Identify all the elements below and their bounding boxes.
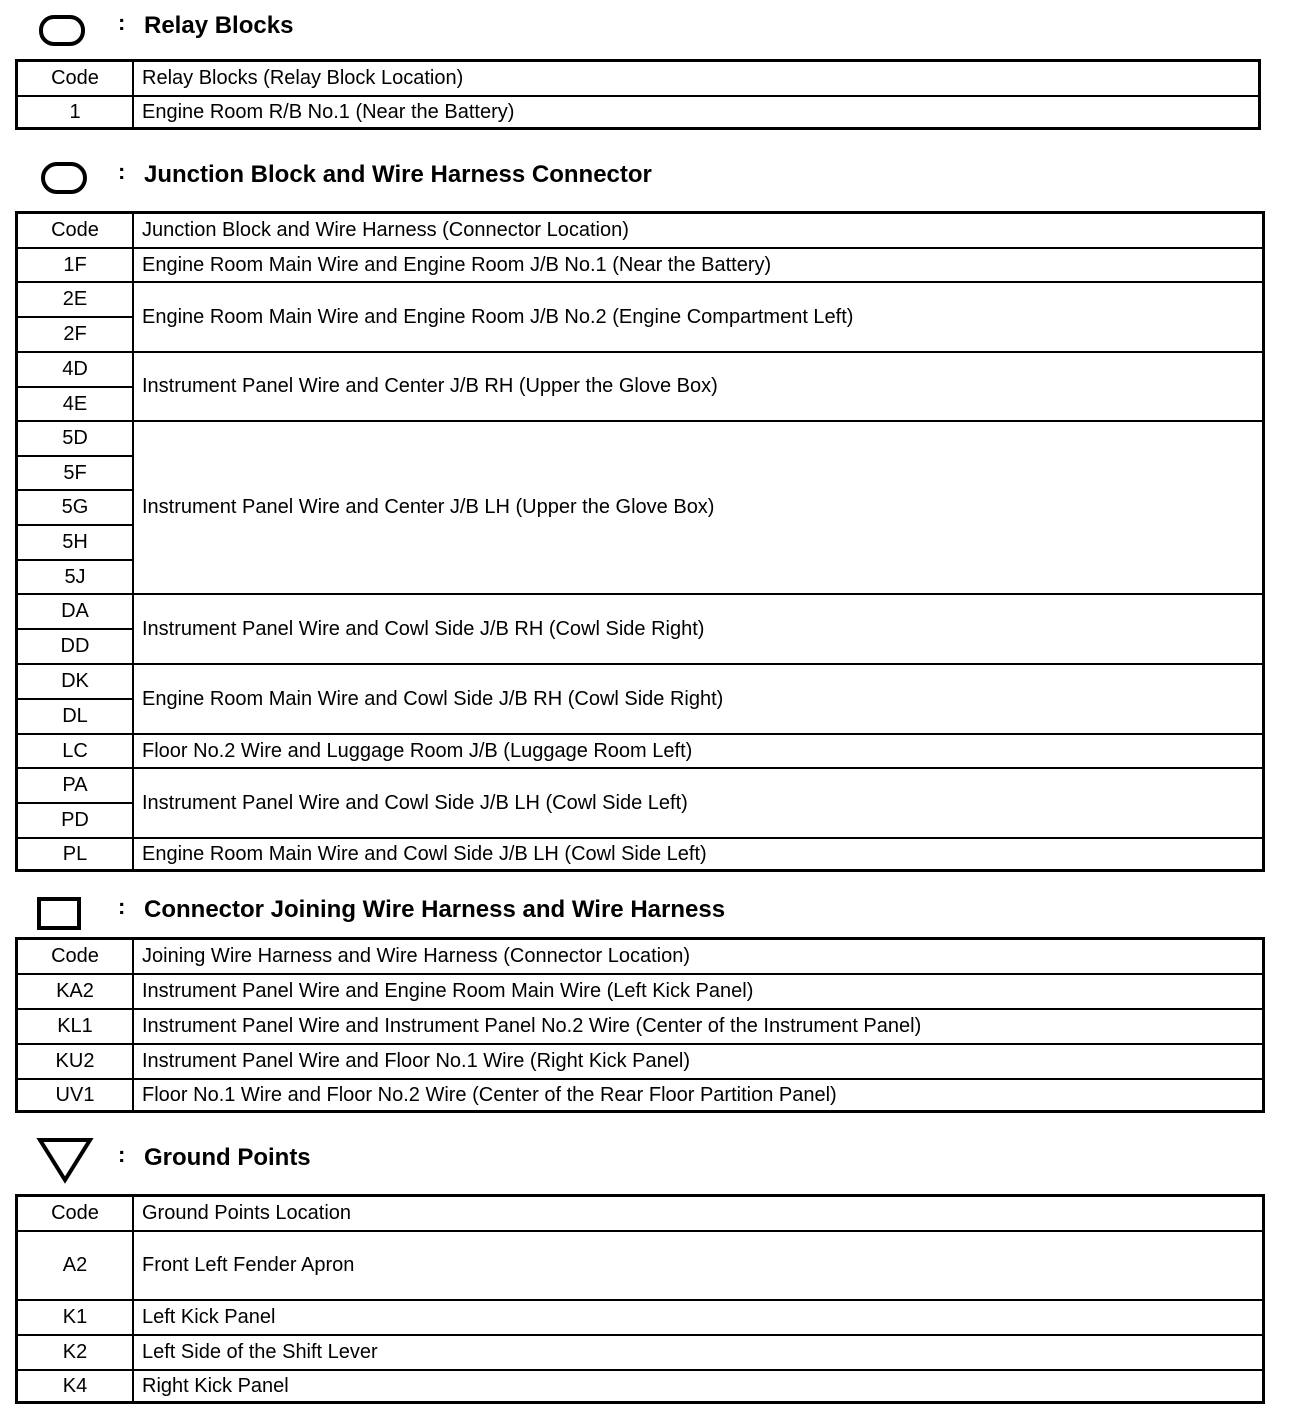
square-icon (36, 896, 84, 932)
row-code: 2E (17, 282, 134, 317)
table-header-row (17, 1196, 1264, 1231)
row-desc: Instrument Panel Wire and Center J/B LH (Upper the Glove Box) (133, 421, 1264, 594)
table-row (17, 838, 1264, 871)
row-code: A2 (17, 1231, 134, 1300)
row-desc: Engine Room Main Wire and Cowl Side J/B RH (Cowl Side Right) (133, 664, 1264, 734)
table-row (17, 352, 1264, 387)
row-code: 1 (17, 96, 134, 129)
table-header-row (17, 939, 1264, 974)
row-desc: Engine Room Main Wire and Engine Room J/B No.2 (Engine Compartment Left) (133, 282, 1264, 352)
header-desc: Ground Points Location (133, 1196, 1264, 1231)
row-code: 5H (17, 525, 134, 560)
row-code: 4E (17, 387, 134, 421)
relay-blocks-heading (0, 12, 1312, 52)
header-code: Code (17, 61, 134, 96)
relay-blocks-title: Relay Blocks (144, 12, 294, 39)
row-desc: Instrument Panel Wire and Engine Room Main Wire (Left Kick Panel) (133, 974, 1264, 1009)
table-row (17, 282, 1264, 317)
table-header-row (17, 61, 1260, 96)
table-row (17, 664, 1264, 699)
rounded-rectangle-icon (38, 14, 86, 48)
triangle-down-icon (36, 1136, 96, 1186)
row-code: PA (17, 768, 134, 803)
relay-blocks-table (15, 59, 1261, 130)
row-desc: Engine Room R/B No.1 (Near the Battery) (133, 96, 1260, 129)
row-code: K2 (17, 1335, 134, 1370)
table-row (17, 734, 1264, 768)
row-desc: Engine Room Main Wire and Engine Room J/B No.1 (Near the Battery) (133, 248, 1264, 282)
table-row (17, 96, 1260, 129)
ground-points-colon: : (118, 1142, 126, 1167)
row-desc: Instrument Panel Wire and Cowl Side J/B LH (Cowl Side Left) (133, 768, 1264, 838)
table-header-row (17, 213, 1264, 248)
connector-table (15, 937, 1265, 1113)
row-code: KU2 (17, 1044, 134, 1079)
header-code: Code (17, 1196, 134, 1231)
relay-blocks-colon: : (118, 10, 126, 35)
junction-block-table (15, 211, 1265, 872)
row-code: PL (17, 838, 134, 871)
junction-block-heading (0, 161, 1312, 201)
connector-heading (0, 896, 1312, 936)
row-code: K4 (17, 1370, 134, 1403)
row-desc: Instrument Panel Wire and Cowl Side J/B RH (Cowl Side Right) (133, 594, 1264, 664)
row-desc: Left Side of the Shift Lever (133, 1335, 1264, 1370)
row-code: UV1 (17, 1079, 134, 1112)
ground-points-heading (0, 1144, 1312, 1184)
header-code: Code (17, 213, 134, 248)
header-code: Code (17, 939, 134, 974)
table-row (17, 1079, 1264, 1112)
ground-points-title: Ground Points (144, 1144, 311, 1171)
row-code: KA2 (17, 974, 134, 1009)
row-desc: Instrument Panel Wire and Floor No.1 Wire (Right Kick Panel) (133, 1044, 1264, 1079)
header-desc: Joining Wire Harness and Wire Harness (Connector Location) (133, 939, 1264, 974)
header-desc: Relay Blocks (Relay Block Location) (133, 61, 1260, 96)
row-code: DA (17, 594, 134, 629)
table-row (17, 594, 1264, 629)
ground-points-table (15, 1194, 1265, 1404)
row-code: DK (17, 664, 134, 699)
table-row (17, 1009, 1264, 1044)
oval-icon (40, 161, 88, 195)
row-desc: Instrument Panel Wire and Center J/B RH (Upper the Glove Box) (133, 352, 1264, 421)
row-desc: Engine Room Main Wire and Cowl Side J/B LH (Cowl Side Left) (133, 838, 1264, 871)
row-desc: Right Kick Panel (133, 1370, 1264, 1403)
row-code: 5J (17, 560, 134, 594)
row-code: DD (17, 629, 134, 664)
connector-title: Connector Joining Wire Harness and Wire Harness (144, 896, 726, 923)
table-row (17, 1370, 1264, 1403)
row-code: 5G (17, 490, 134, 525)
row-code: 4D (17, 352, 134, 387)
header-desc: Junction Block and Wire Harness (Connector Location) (133, 213, 1264, 248)
table-row (17, 421, 1264, 456)
row-code: K1 (17, 1300, 134, 1335)
table-row (17, 1044, 1264, 1079)
table-row (17, 768, 1264, 803)
row-code: KL1 (17, 1009, 134, 1044)
row-desc: Instrument Panel Wire and Instrument Panel No.2 Wire (Center of the Instrument Panel) (133, 1009, 1264, 1044)
junction-block-colon: : (118, 159, 126, 184)
row-desc: Floor No.2 Wire and Luggage Room J/B (Luggage Room Left) (133, 734, 1264, 768)
junction-block-title: Junction Block and Wire Harness Connector (144, 161, 652, 188)
row-code: 2F (17, 317, 134, 352)
connector-colon: : (118, 894, 126, 919)
table-row (17, 1231, 1264, 1300)
row-code: 1F (17, 248, 134, 282)
row-code: 5F (17, 456, 134, 490)
row-code: LC (17, 734, 134, 768)
table-row (17, 1300, 1264, 1335)
row-desc: Left Kick Panel (133, 1300, 1264, 1335)
table-row (17, 974, 1264, 1009)
table-row (17, 1335, 1264, 1370)
row-desc: Floor No.1 Wire and Floor No.2 Wire (Center of the Rear Floor Partition Panel) (133, 1079, 1264, 1112)
table-row (17, 248, 1264, 282)
row-code: 5D (17, 421, 134, 456)
row-desc: Front Left Fender Apron (133, 1231, 1264, 1300)
row-code: DL (17, 699, 134, 734)
row-code: PD (17, 803, 134, 838)
